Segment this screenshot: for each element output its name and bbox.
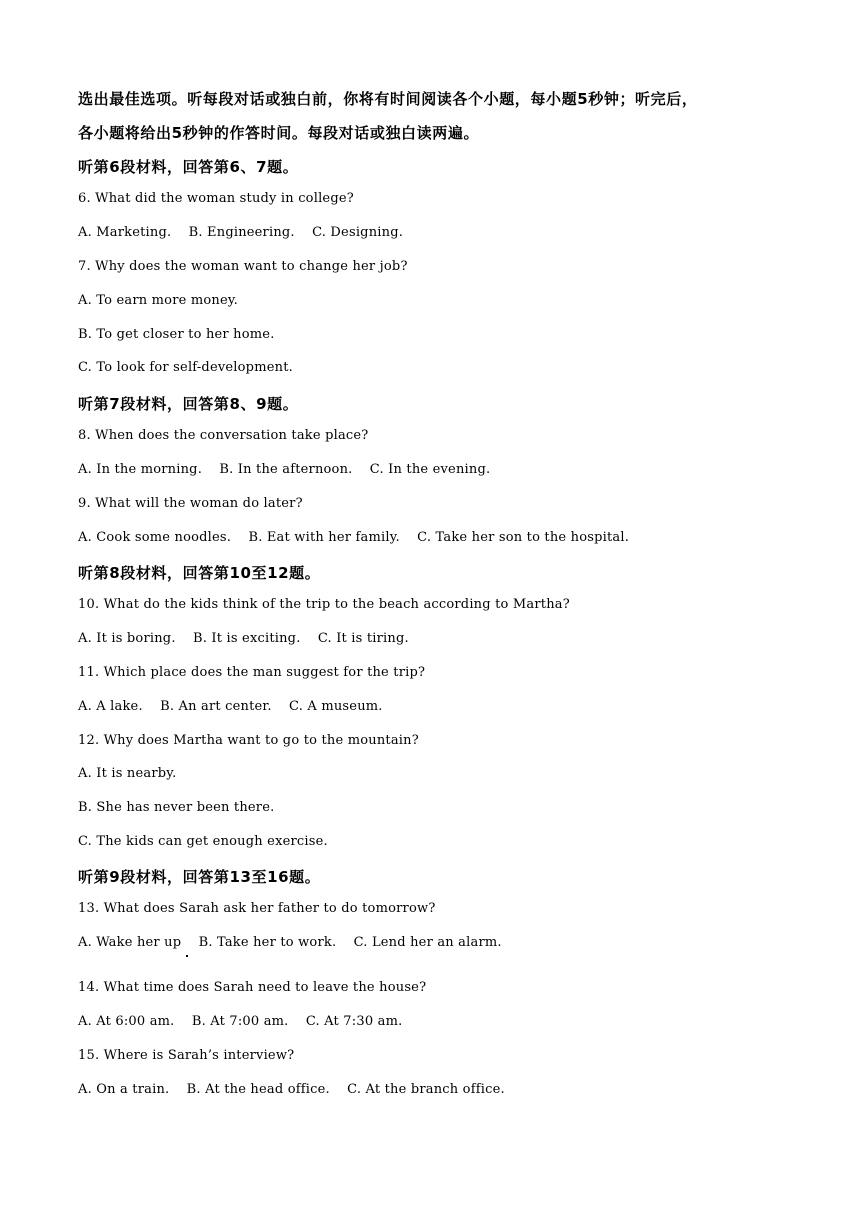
options-13: A. Wake her up B. Take her to work. C. Lend her an alarm. (78, 935, 502, 950)
question-8: 8. When does the conversation take place? (78, 428, 369, 443)
options-10: A. It is boring. B. It is exciting. C. It is tiring. (78, 631, 409, 646)
options-15: A. On a train. B. At the head office. C. At the branch office. (78, 1082, 505, 1097)
question-12: 12. Why does Martha want to go to the mountain? (78, 733, 419, 748)
question-6: 6. What did the woman study in college? (78, 191, 354, 206)
question-10: 10. What do the kids think of the trip to the beach according to Martha? (78, 597, 570, 612)
section-heading-7: 听第7段材料，回答第8、9题。 (78, 395, 299, 413)
question-14: 14. What time does Sarah need to leave the house? (78, 980, 427, 995)
option-7b: B. To get closer to her home. (78, 327, 275, 342)
option-7a: A. To earn more money. (78, 293, 239, 308)
options-14: A. At 6:00 am. B. At 7:00 am. C. At 7:30 am. (78, 1014, 403, 1029)
option-7c: C. To look for self-development. (78, 360, 293, 375)
question-7: 7. Why does the woman want to change her job? (78, 259, 408, 274)
question-9: 9. What will the woman do later? (78, 496, 303, 511)
options-9: A. Cook some noodles. B. Eat with her family. C. Take her son to the hospital. (78, 530, 630, 545)
options-11: A. A lake. B. An art center. C. A museum. (78, 699, 383, 714)
stray-dot-mark (186, 955, 188, 957)
section-heading-8: 听第8段材料，回答第10至12题。 (78, 564, 321, 582)
question-15: 15. Where is Sarah’s interview? (78, 1048, 295, 1063)
option-12b: B. She has never been there. (78, 800, 275, 815)
option-12c: C. The kids can get enough exercise. (78, 834, 328, 849)
instruction-line-2: 各小题将给出5秒钟的作答时间。每段对话或独白读两遍。 (78, 124, 480, 142)
question-13: 13. What does Sarah ask her father to do tomorrow? (78, 901, 436, 916)
options-6: A. Marketing. B. Engineering. C. Designing. (78, 225, 404, 240)
options-8: A. In the morning. B. In the afternoon. C. In the evening. (78, 462, 491, 477)
option-12a: A. It is nearby. (78, 766, 177, 781)
section-heading-9: 听第9段材料，回答第13至16题。 (78, 868, 321, 886)
section-heading-6: 听第6段材料，回答第6、7题。 (78, 158, 299, 176)
question-11: 11. Which place does the man suggest for the trip? (78, 665, 426, 680)
instruction-line-1: 选出最佳选项。听每段对话或独白前，你将有时间阅读各个小题，每小题5秒钟；听完后， (78, 90, 698, 108)
